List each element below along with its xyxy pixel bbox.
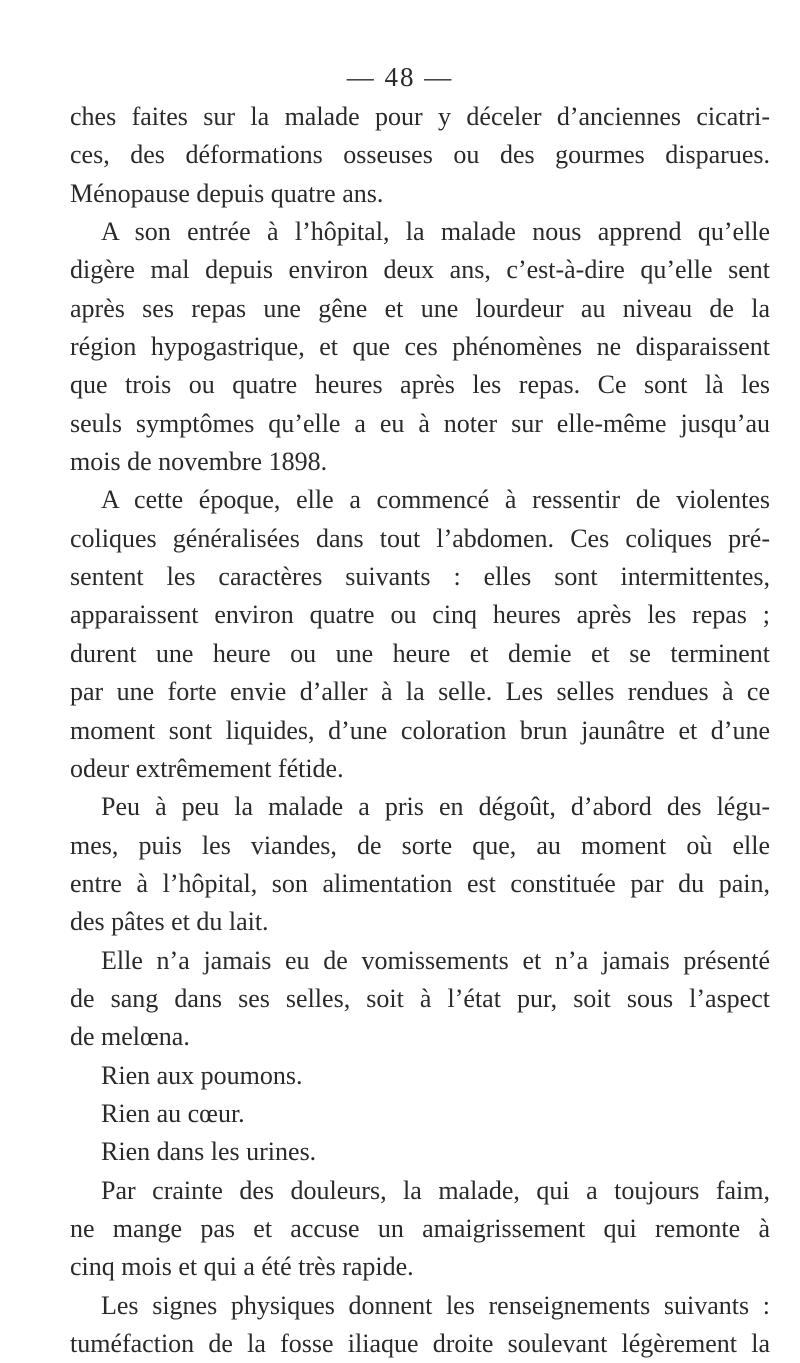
text-line: digère mal depuis environ deux ans, c’est-à-dire qu’elle sent <box>70 255 770 285</box>
text-line: mes, puis les viandes, de sorte que, au moment où elle <box>70 830 770 860</box>
text-line: de melœna. <box>70 1022 190 1052</box>
text-line: région hypogastrique, et que ces phénomènes ne disparaissent <box>70 332 770 362</box>
text-line: Les signes physiques donnent les renseignements suivants : <box>101 1290 770 1320</box>
body-text <box>70 98 770 1363</box>
text-line: après ses repas une gêne et une lourdeur au niveau de la <box>70 293 770 323</box>
text-line: ces, des déformations osseuses ou des gourmes disparues. <box>70 140 770 170</box>
text-line: coliques généralisées dans tout l’abdomen. Ces coliques pré- <box>70 523 770 553</box>
text-line: apparaissent environ quatre ou cinq heures après les repas ; <box>70 600 770 630</box>
text-line: des pâtes et du lait. <box>70 907 269 937</box>
text-line: Rien aux poumons. <box>101 1060 303 1090</box>
text-line: que trois ou quatre heures après les repas. Ce sont là les <box>70 370 770 400</box>
text-line: sentent les caractères suivants : elles sont intermittentes, <box>70 562 770 592</box>
text-line: seuls symptômes qu’elle a eu à noter sur elle-même jusqu’au <box>70 408 770 438</box>
text-line: ches faites sur la malade pour y déceler d’anciennes cicatri- <box>70 102 770 131</box>
text-line: A son entrée à l’hôpital, la malade nous apprend qu’elle <box>101 217 770 247</box>
page-number: — 48 — <box>346 62 454 92</box>
text-line: ne mange pas et accuse un amaigrissement qui remonte à <box>70 1213 770 1243</box>
text-line: odeur extrêmement fétide. <box>70 753 344 783</box>
text-line: A cette époque, elle a commencé à ressentir de violentes <box>101 485 770 515</box>
text-line: cinq mois et qui a été très rapide. <box>70 1252 414 1282</box>
text-line: Elle n’a jamais eu de vomissements et n’a jamais présenté <box>101 945 770 975</box>
text-line: mois de novembre 1898. <box>70 447 328 477</box>
text-line: durent une heure ou une heure et demie et se terminent <box>70 638 770 668</box>
text-line: tuméfaction de la fosse iliaque droite soulevant légèrement la <box>70 1329 770 1358</box>
text-line: moment sont liquides, d’une coloration brun jaunâtre et d’une <box>70 715 770 745</box>
text-line: Rien au cœur. <box>101 1098 245 1128</box>
text-line: par une forte envie d’aller à la selle. Les selles rendues à ce <box>70 677 770 707</box>
text-line: Par crainte des douleurs, la malade, qui a toujours faim, <box>101 1175 770 1205</box>
text-line: Ménopause depuis quatre ans. <box>70 178 384 208</box>
text-line: Rien dans les urines. <box>101 1137 317 1167</box>
text-line: entre à l’hôpital, son alimentation est constituée par du pain, <box>70 868 770 898</box>
text-line: Peu à peu la malade a pris en dégoût, d’abord des légu- <box>101 792 770 822</box>
text-line: de sang dans ses selles, soit à l’état pur, soit sous l’aspect <box>70 983 770 1013</box>
